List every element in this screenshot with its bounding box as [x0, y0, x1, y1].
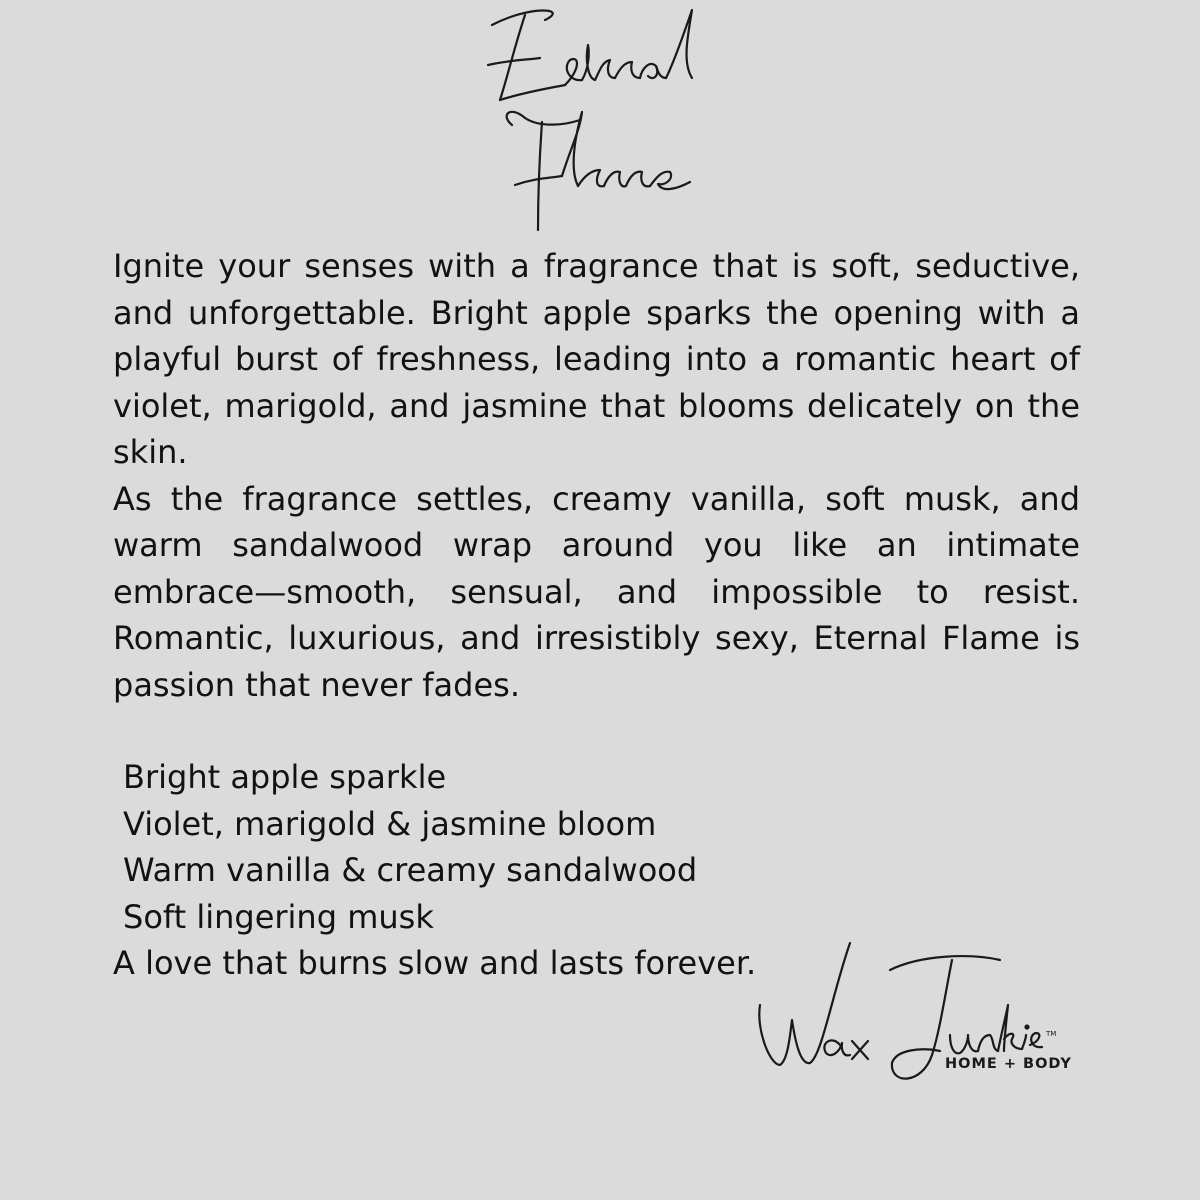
brand-tagline: HOME + BODY — [945, 1056, 1072, 1072]
closing-tagline: A love that burns slow and lasts forever. — [113, 944, 757, 982]
brand-logo — [740, 935, 1080, 1095]
note-item: Violet, marigold & jasmine bloom — [123, 804, 657, 843]
description-paragraph-2: As the fragrance settles, creamy vanilla, soft musk, and warm sandalwood wrap around you like an intimate embrace—smooth, sensual, and impossible to resist. Romantic, luxurious, and irresistibly sexy, Eternal Flame is passion that never fades. — [113, 479, 1080, 704]
note-item: Warm vanilla & creamy sandalwood — [123, 851, 698, 889]
note-item: Soft lingering musk — [123, 897, 434, 936]
note-item: Bright apple sparkle — [123, 758, 447, 796]
description-paragraph-1: Ignite your senses with a fragrance that is soft, seductive, and unforgettable. Bright apple sparks the opening with a playful burst of freshness, leading into a romantic heart of violet, marigold, and jasmine that blooms delicately on the skin. — [113, 247, 1080, 471]
trademark-symbol: TM — [1046, 1030, 1057, 1038]
product-description — [113, 243, 1080, 708]
title-logo — [470, 0, 730, 240]
